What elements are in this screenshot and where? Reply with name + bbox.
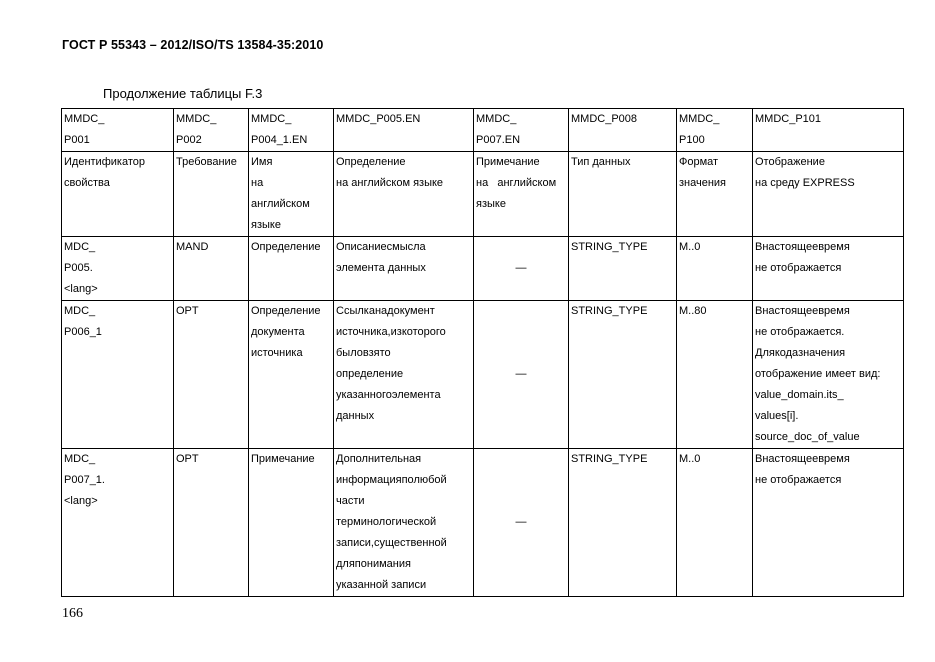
- header-cell: Требование: [174, 152, 249, 237]
- document-header: ГОСТ Р 55343 – 2012/ISO/TS 13584-35:2010: [62, 38, 324, 52]
- format-cell: M..80: [677, 301, 753, 449]
- code-cell: MMDC_ P100: [677, 109, 753, 152]
- definition-cell: Дополнительная информацияполюбой части терминологической записи,существенной дляпонимания указанной записи: [334, 449, 474, 597]
- id-cell: MDC_ P005. <lang>: [62, 237, 174, 301]
- id-cell: MDC_ P007_1. <lang>: [62, 449, 174, 597]
- code-cell: MMDC_ P004_1.EN: [249, 109, 334, 152]
- header-cell: Определение на английском языке: [334, 152, 474, 237]
- requirement-cell: OPT: [174, 301, 249, 449]
- name-cell: Определение документа источника: [249, 301, 334, 449]
- header-cell: Тип данных: [569, 152, 677, 237]
- header-cell: Идентификатор свойства: [62, 152, 174, 237]
- code-row: [62, 109, 904, 152]
- table-row: [62, 301, 904, 449]
- format-cell: M..0: [677, 237, 753, 301]
- header-row: [62, 152, 904, 237]
- mapping-cell: Внастоящеевремя не отображается: [753, 449, 904, 597]
- code-cell: MMDC_P008: [569, 109, 677, 152]
- table-row: [62, 237, 904, 301]
- note-cell: —: [474, 449, 569, 597]
- definition-cell: Ссылканадокумент источника,изкоторого быловзято определение указанногоэлемента данных: [334, 301, 474, 449]
- header-cell: Формат значения: [677, 152, 753, 237]
- mapping-cell: Внастоящеевремя не отображается. Длякодазначения отображение имеет вид: value_domain.its_ values[i]. source_doc_of_value: [753, 301, 904, 449]
- header-cell: Имя на английском языке: [249, 152, 334, 237]
- name-cell: Примечание: [249, 449, 334, 597]
- name-cell: Определение: [249, 237, 334, 301]
- id-cell: MDC_ P006_1: [62, 301, 174, 449]
- table-row: [62, 449, 904, 597]
- data-table: [61, 108, 904, 597]
- code-cell: MMDC_ P002: [174, 109, 249, 152]
- format-cell: M..0: [677, 449, 753, 597]
- requirement-cell: MAND: [174, 237, 249, 301]
- requirement-cell: OPT: [174, 449, 249, 597]
- table-caption: Продолжение таблицы F.3: [103, 86, 263, 101]
- header-cell: Отображение на среду EXPRESS: [753, 152, 904, 237]
- data-type-cell: STRING_TYPE: [569, 449, 677, 597]
- code-cell: MMDC_P101: [753, 109, 904, 152]
- data-type-cell: STRING_TYPE: [569, 237, 677, 301]
- note-cell: —: [474, 237, 569, 301]
- code-cell: MMDC_ P007.EN: [474, 109, 569, 152]
- code-cell: MMDC_ P001: [62, 109, 174, 152]
- note-cell: —: [474, 301, 569, 449]
- code-cell: MMDC_P005.EN: [334, 109, 474, 152]
- definition-cell: Описаниесмысла элемента данных: [334, 237, 474, 301]
- header-cell: Примечание на английском языке: [474, 152, 569, 237]
- data-type-cell: STRING_TYPE: [569, 301, 677, 449]
- page-number: 166: [62, 606, 83, 621]
- mapping-cell: Внастоящеевремя не отображается: [753, 237, 904, 301]
